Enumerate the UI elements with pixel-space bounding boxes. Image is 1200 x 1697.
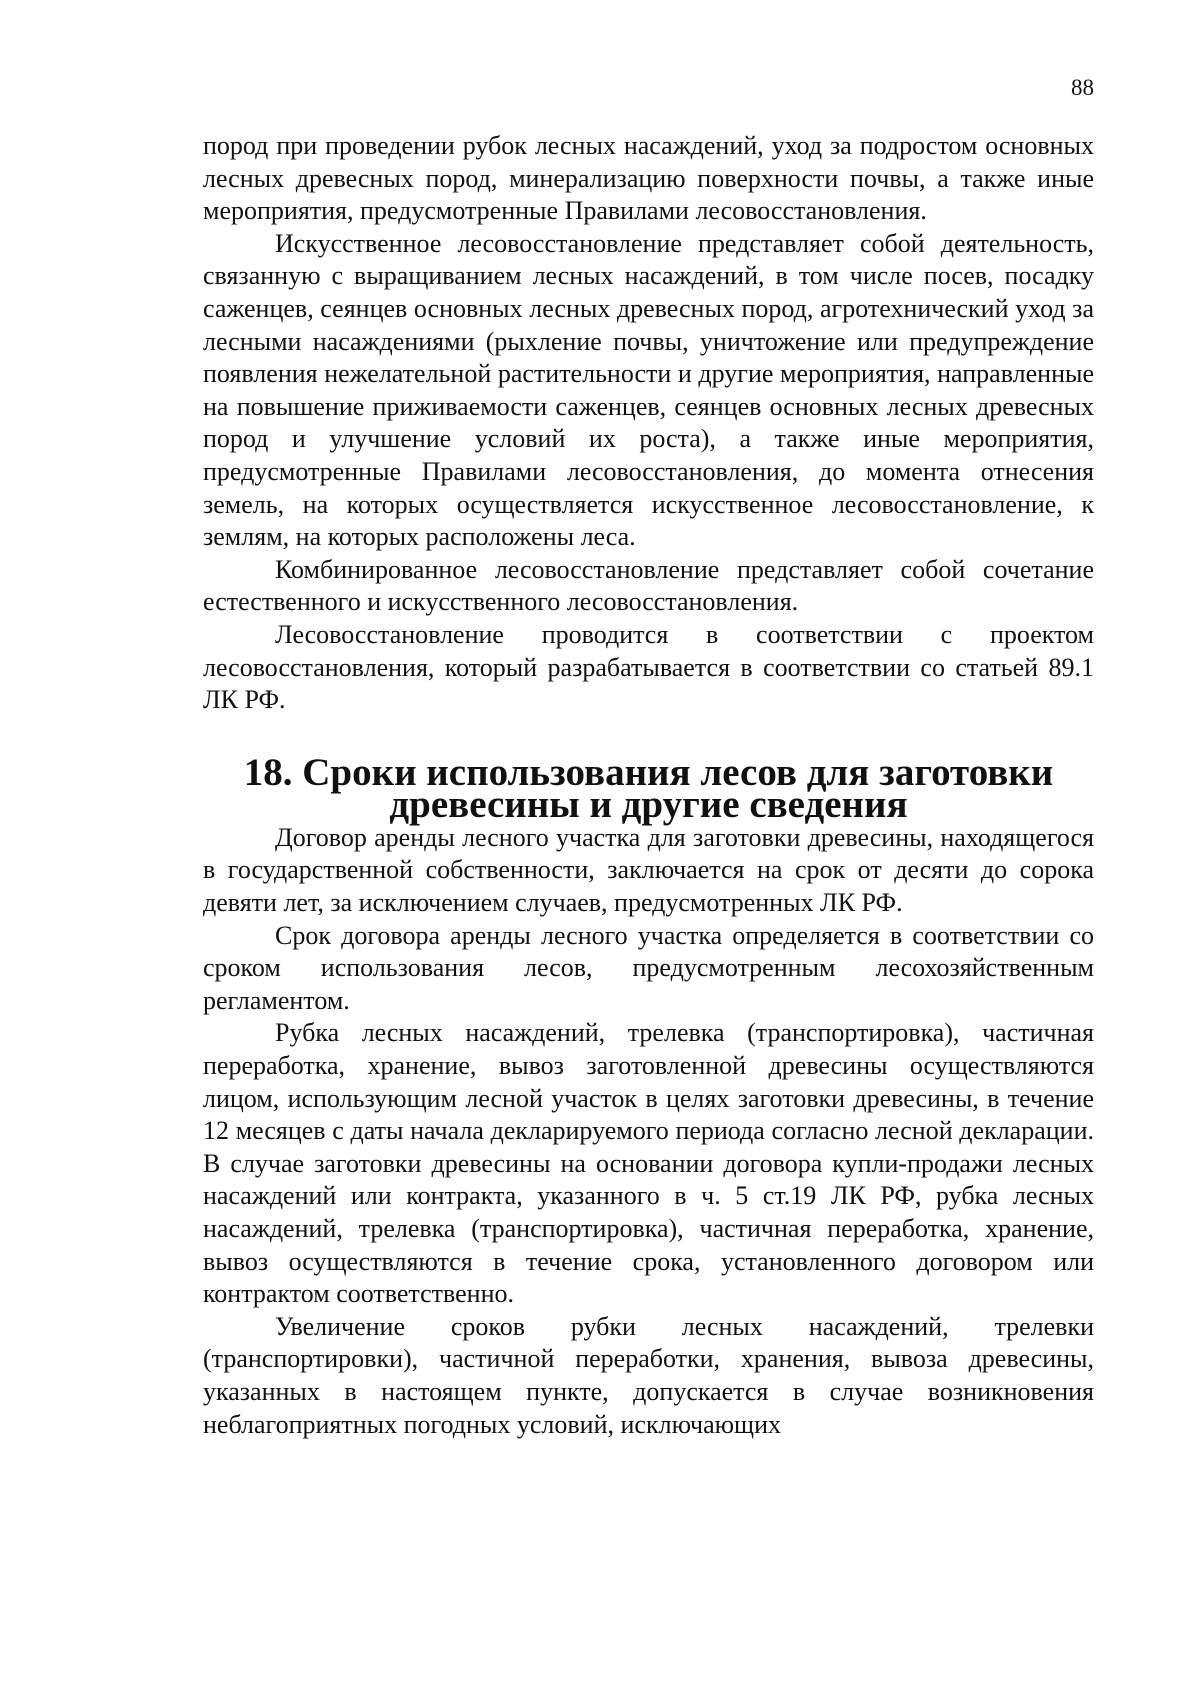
paragraph-reforestation-project: Лесовосстановление проводится в соответствии с проектом лесовосстановления, который разрабатывается в соответствии со статьей 89.1 ЛК РФ. (203, 619, 1094, 715)
paragraph-lease-term: Срок договора аренды лесного участка определяется в соответствии со сроком использования лесов, предусмотренным лесохозяйственным регламентом. (203, 920, 1094, 1015)
section-heading-line-2: древесины и другие сведения (389, 783, 908, 827)
page-number: 88 (1071, 75, 1094, 100)
paragraph-continuation: пород при проведении рубок лесных насаждений, уход за подростом основных лесных древесных пород, минерализацию поверхности почвы, а также иные мероприятия, предусмотренные Правилами лесовосстановления. (203, 131, 1094, 226)
paragraph-artificial-reforestation: Искусственное лесовосстановление представляет собой деятельность, связанную с выращиванием лесных насаждений, в том числе посев, посадку саженцев, сеянцев основных лесных древесных пород, агротехнический уход за лесными насаждениями (рыхление почвы, уничтожение или предупреждение появления нежелательной растительности и другие мероприятия, направленные на повышение приживаемости саженцев, сеянцев основных лесных древесных пород и улучшение условий их роста), а также иные мероприятия, предусмотренные Правилами лесовосстановления, до момента отнесения земель, на которых осуществляется искусственное лесовосстановление, к землям, на которых расположены леса. (203, 228, 1094, 552)
section-heading-line-1: 18. Сроки использования лесов для заготовки (243, 750, 1054, 794)
paragraph-term-extension: Увеличение сроков рубки лесных насаждений, трелевки (транспортировки), частичной переработки, хранения, вывоза древесины, указанных в настоящем пункте, допускается в случае возникновения неблагоприятных погодных условий, исключающих (203, 1311, 1094, 1439)
document-body (203, 130, 1094, 1441)
paragraph-combined-reforestation: Комбинированное лесовосстановление представляет собой сочетание естественного и искусственного лесовосстановления. (203, 554, 1094, 617)
paragraph-felling-timeline: Рубка лесных насаждений, трелевка (транспортировка), частичная переработка, хранение, вывоз заготовленной древесины осуществляются лицом, использующим лесной участок в целях заготовки древесины, в течение 12 месяцев с даты начала декларируемого периода согласно лесной декларации. В случае заготовки древесины на основании договора купли-продажи лесных насаждений или контракта, указанного в ч. 5 ст.19 ЛК РФ, рубка лесных насаждений, трелевка (транспортировка), частичная переработка, хранение, вывоз осуществляются в течение срока, установленного договором или контрактом соответственно. (203, 1018, 1094, 1309)
section-heading (203, 750, 1094, 827)
paragraph-lease-agreement: Договор аренды лесного участка для заготовки древесины, находящегося в государственной собственности, заключается на срок от десяти до сорока девяти лет, за исключением случаев, предусмотренных ЛК РФ. (203, 822, 1094, 918)
